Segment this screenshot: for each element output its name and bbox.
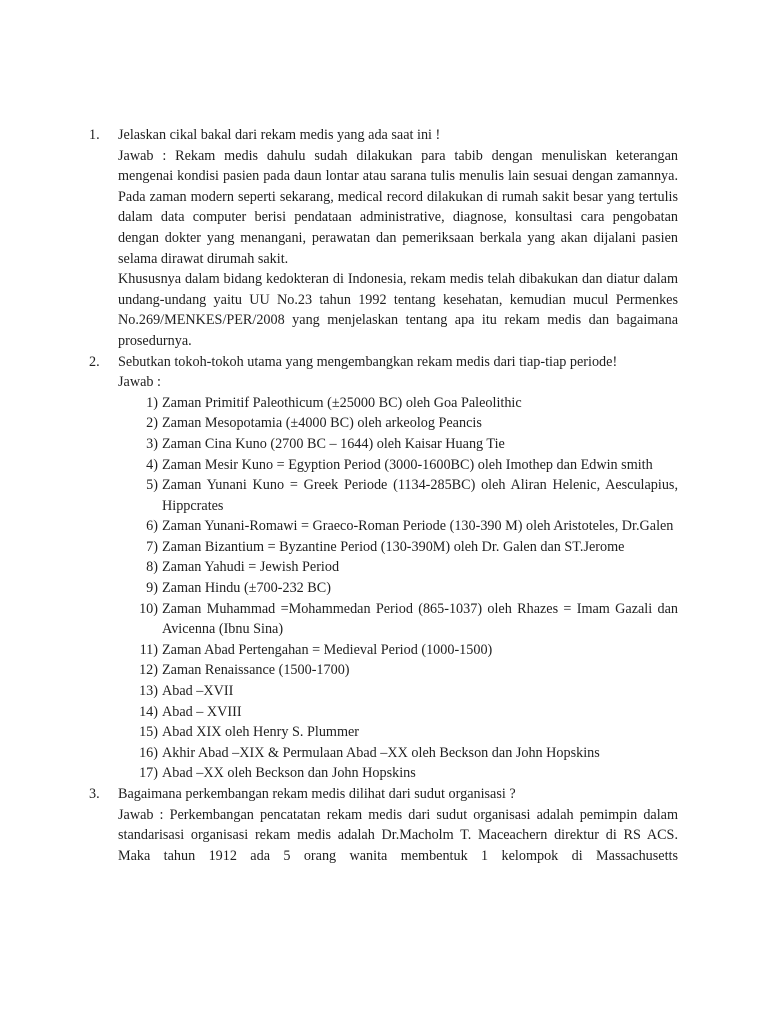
list-item-text: Zaman Abad Pertengahan = Medieval Period (1000-1500) xyxy=(162,641,493,658)
list-item-text: Abad XIX oleh Henry S. Plummer xyxy=(162,724,360,741)
question-2 xyxy=(0,352,678,784)
list-item-number: 15) xyxy=(139,724,158,741)
question-text: Jelaskan cikal bakal dari rekam medis yang ada saat ini ! xyxy=(118,127,441,143)
question-text: Bagaimana perkembangan rekam medis dilihat dari sudut organisasi ? xyxy=(118,786,516,802)
list-item-text: Zaman Mesir Kuno = Egyption Period (3000-1600BC) oleh Imothep dan Edwin smith xyxy=(162,456,653,473)
question-number: 3. xyxy=(89,786,100,802)
list-item-text: Abad –XX oleh Beckson dan John Hopskins xyxy=(162,765,416,782)
answer-label: Jawab : xyxy=(118,374,161,391)
question-number: 2. xyxy=(89,353,100,370)
question-number: 1. xyxy=(89,127,100,143)
list-item xyxy=(118,578,678,599)
list-item xyxy=(118,640,678,661)
document-body xyxy=(0,125,768,866)
list-item-text: Zaman Yahudi = Jewish Period xyxy=(162,559,340,576)
list-item-text: Zaman Bizantium = Byzantine Period (130-390M) oleh Dr. Galen dan ST.Jerome xyxy=(162,538,625,555)
list-item-text: Zaman Renaissance (1500-1700) xyxy=(162,662,350,679)
list-item-number: 5) xyxy=(146,477,158,494)
answer-paragraph: Jawab : Perkembangan pencatatan rekam medis dari sudut organisasi adalah pemimpin dalam standarisasi organisasi rekam medis adalah Dr.Macholm T. Maceachern direktur di RS ACS. Maka tahun 1912 ada 5 orang wanita membentuk 1 kelompok di Massachusetts xyxy=(118,806,678,864)
list-item-text: Zaman Mesopotamia (±4000 BC) oleh arkeolog Peancis xyxy=(162,415,482,432)
list-item-number: 2) xyxy=(146,415,158,432)
list-item xyxy=(118,702,678,723)
list-item-text: Zaman Yunani Kuno = Greek Periode (1134-285BC) oleh Aliran Helenic, Aesculapius, Hippcrates xyxy=(162,477,678,514)
question-1 xyxy=(0,125,678,352)
list-item-text: Zaman Cina Kuno (2700 BC – 1644) oleh Kaisar Huang Tie xyxy=(162,435,505,452)
list-item-number: 17) xyxy=(139,765,158,782)
list-item xyxy=(118,537,678,558)
list-item-number: 13) xyxy=(139,683,158,700)
list-item-number: 7) xyxy=(146,538,158,555)
list-item-number: 14) xyxy=(139,703,158,720)
list-item xyxy=(118,516,678,537)
list-item xyxy=(118,455,678,476)
list-item xyxy=(118,475,678,516)
list-item-text: Zaman Muhammad =Mohammedan Period (865-1037) oleh Rhazes = Imam Gazali dan Avicenna (Ibnu Sina) xyxy=(162,600,678,638)
list-item xyxy=(118,763,678,784)
answer-paragraph: Khususnya dalam bidang kedokteran di Indonesia, rekam medis telah dibakukan dan diatur dalam undang-undang yaitu UU No.23 tahun 1992 tentang kesehatan, kemudian mucul Permenkes No.269/MENKES/PER/2008 yang menjelaskan tentang apa itu rekam medis dan bagaimana prosedurnya. xyxy=(118,271,678,349)
list-item-text: Zaman Primitif Paleothicum (±25000 BC) oleh Goa Paleolithic xyxy=(162,394,522,411)
question-3 xyxy=(0,784,678,866)
list-item xyxy=(118,434,678,455)
list-item xyxy=(118,393,678,414)
list-item-text: Abad –XVII xyxy=(162,683,234,700)
list-item-number: 12) xyxy=(139,662,158,679)
list-item-text: Akhir Abad –XIX & Permulaan Abad –XX oleh Beckson dan John Hopskins xyxy=(162,744,600,761)
list-item-number: 10) xyxy=(139,600,158,617)
list-item-number: 8) xyxy=(146,559,158,576)
list-item xyxy=(118,660,678,681)
list-item-number: 1) xyxy=(146,394,158,411)
list-item-number: 9) xyxy=(146,580,158,597)
list-item xyxy=(118,599,678,640)
list-item-number: 4) xyxy=(146,456,158,473)
list-item-text: Abad – XVIII xyxy=(162,703,242,720)
list-item xyxy=(118,681,678,702)
list-item-number: 11) xyxy=(139,641,158,658)
list-item-number: 3) xyxy=(146,435,158,452)
list-item-number: 16) xyxy=(139,744,158,761)
list-item-text: Zaman Hindu (±700-232 BC) xyxy=(162,580,331,597)
answer-paragraph: Jawab : Rekam medis dahulu sudah dilakukan para tabib dengan menuliskan keterangan mengenai kondisi pasien pada daun lontar atau sarana tulis menulis lain sesuai dengan zamannya. Pada zaman modern seperti sekarang, medical record dilakukan di rumah sakit besar yang tertulis dalam data computer berisi pendataan administrative, diagnose, konsultasi cara pengobatan dengan dokter yang menangani, perawatan dan pemeriksaan berkala yang akan dijalani pasien selama dirawat dirumah sakit. xyxy=(118,147,678,267)
list-item xyxy=(118,743,678,764)
list-item-text: Zaman Yunani-Romawi = Graeco-Roman Periode (130-390 M) oleh Aristoteles, Dr.Galen xyxy=(162,518,674,535)
list-item xyxy=(118,413,678,434)
list-item xyxy=(118,722,678,743)
question-text: Sebutkan tokoh-tokoh utama yang mengembangkan rekam medis dari tiap-tiap periode! xyxy=(118,353,618,370)
list-item xyxy=(118,557,678,578)
list-item-number: 6) xyxy=(146,518,158,535)
